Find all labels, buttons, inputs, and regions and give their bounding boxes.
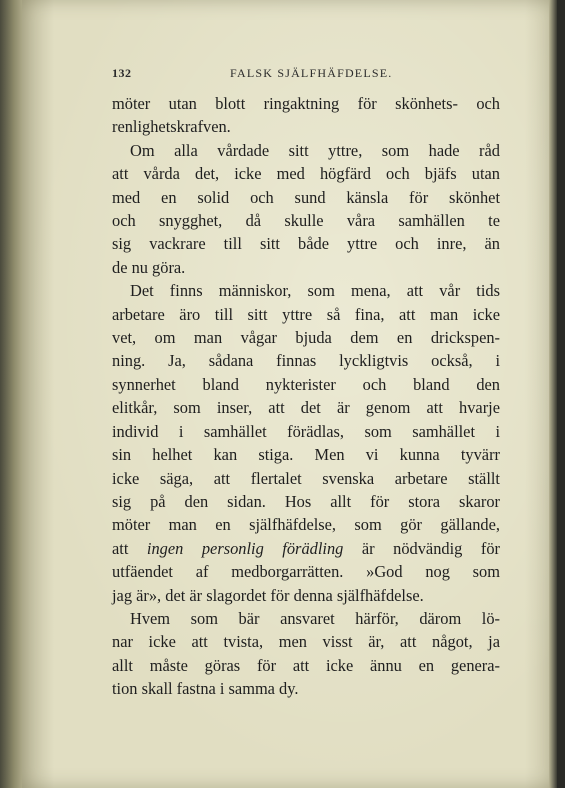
- page-header: [112, 66, 472, 82]
- text-segment: är nödvändig för: [361, 538, 500, 558]
- text-line: Hvem som bär ansvaret härför, därom lö-: [130, 608, 500, 628]
- emphasized-phrase: ingen personlig förädling: [146, 538, 344, 558]
- text-segment: att: [112, 538, 129, 558]
- text-line: och snygghet, då skulle våra samhällen te: [112, 211, 500, 231]
- text-line: att vårda det, icke med högfärd och bjäfs utan: [112, 164, 500, 184]
- text-line: sig på den sidan. Hos allt för stora skaror: [112, 491, 500, 511]
- text-line: jag är», det är slagordet för denna själfhäfdelse.: [112, 585, 424, 605]
- text-line: tion skall fastna i samma dy.: [112, 679, 299, 699]
- text-line-with-emphasis: [112, 537, 500, 560]
- text-line: synnerhet bland nykterister och bland den: [112, 374, 500, 394]
- text-line: individ i samhället förädlas, som samhället i: [112, 421, 500, 441]
- text-line: elitkår, som inser, att det är genom att hvarje: [112, 398, 500, 418]
- page-number: 132: [112, 66, 132, 80]
- text-line: renlighetskrafven.: [112, 117, 231, 137]
- page-right-edge: [549, 0, 557, 788]
- text-line: de nu göra.: [112, 257, 186, 277]
- text-line: möter man en själfhäfdelse, som gör gällande,: [112, 515, 500, 535]
- text-line: ning. Ja, sådana finnas lyckligtvis också, i: [112, 351, 500, 371]
- text-line: utfäendet af medborgarrätten. »God nog som: [112, 562, 500, 582]
- text-line: Om alla vårdade sitt yttre, som hade råd: [130, 140, 500, 160]
- running-title: FALSK SJÄLFHÄFDELSE.: [230, 66, 393, 80]
- text-line: sin helhet kan stiga. Men vi kunna tyvärr: [112, 445, 500, 465]
- text-line: icke säga, att flertalet svenska arbetare ställt: [112, 468, 500, 488]
- text-line: allt måste göras för att icke ännu en genera-: [112, 655, 500, 675]
- text-line: nar icke att tvista, men visst är, att något, ja: [112, 632, 500, 652]
- text-line: med en solid och sund känsla för skönhet: [112, 187, 500, 207]
- text-line: möter utan blott ringaktning för skönhets- och: [112, 94, 500, 113]
- text-line: arbetare äro till sitt yttre så fina, att man icke: [112, 304, 500, 324]
- text-line: sig vackrare till sitt både yttre och inre, än: [112, 234, 500, 254]
- text-line: vet, om man vågar bjuda dem en drickspen-: [112, 328, 500, 348]
- text-line: Det finns människor, som mena, att vår tids: [130, 281, 500, 301]
- body-text: [112, 92, 500, 701]
